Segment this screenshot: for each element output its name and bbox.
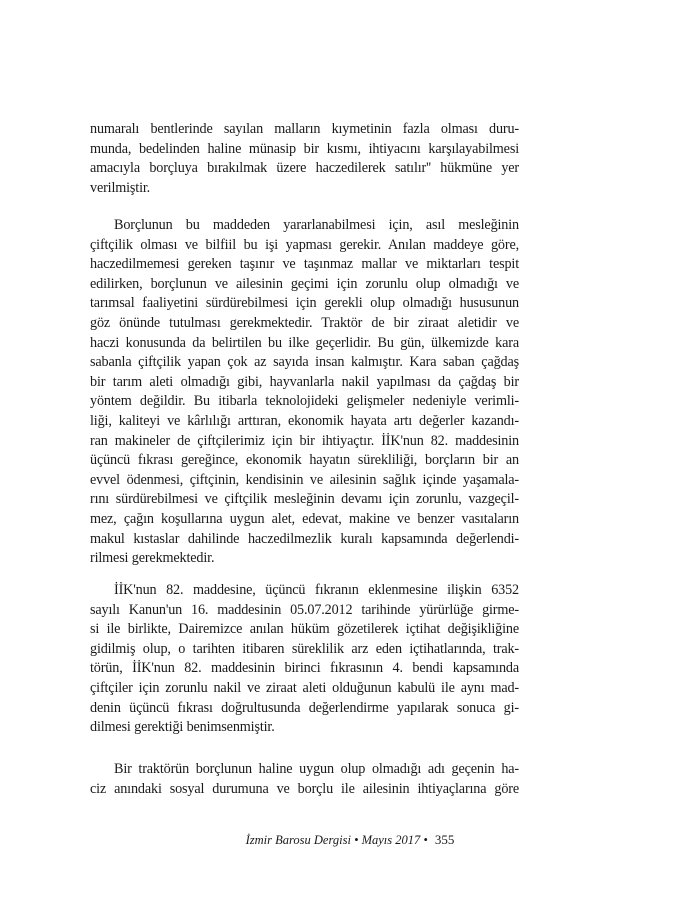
- text-line: munda, bedelinden haline münasip bir kısmı, ihtiyacını karşılayabilmesi: [90, 140, 519, 157]
- page-footer: [0, 832, 700, 848]
- text-line: edilirken, borçlunun ve ailesinin geçimi için zorunlu olup olmadığı ve: [90, 275, 519, 292]
- text-line: ran makineler de çiftçilerimiz için bir ihtiyaçtır. İİK'nun 82. maddesinin: [90, 432, 519, 449]
- text-line: denin üçüncü fıkrası doğrultusunda değerlendirme yapılarak sonuca gi-: [90, 699, 519, 716]
- text-line: çiftçilik olması ve bilfiil bu işi yapması gerekir. Anılan maddeye göre,: [90, 236, 519, 253]
- text-line: haczedilmemesi gereken taşınır ve taşınmaz mallar ve miktarları tespit: [90, 256, 519, 273]
- text-line: Borçlunun bu maddeden yararlanabilmesi için, asıl mesleğinin: [114, 217, 519, 233]
- text-line: si ile birlikte, Dairemizce anılan hüküm gözetilerek içtihat değişikliğine: [90, 621, 519, 638]
- text-line: göz önünde tutulması gerekmektedir. Traktör de bir ziraat aletidir ve: [90, 314, 519, 331]
- text-line: bir tarım aleti olmadığı gibi, hayvanlarla nakil yapılması da çağdaş bir: [90, 373, 519, 390]
- journal-title: İzmir Barosu Dergisi • Mayıs 2017 •: [245, 833, 428, 847]
- text-line: rını sürdürebilmesi ve çiftçilik mesleğinin devamı için zorunlu, vazgeçil-: [90, 491, 519, 508]
- text-line: haczi konusunda da belirtilen bu ilke geçerlidir. Bu gün, ülkemizde kara: [90, 334, 519, 351]
- text-line: İİK'nun 82. maddesine, üçüncü fıkranın eklenmesine ilişkin 6352: [114, 582, 519, 598]
- text-line: makul kıstaslar dahilinde haczedilmezlik kuralı kapsamında değerlendi-: [90, 530, 519, 547]
- text-line: sayılı Kanun'un 16. maddesinin 05.07.2012 tarihinde yürürlüğe girme-: [90, 601, 519, 618]
- text-line: Bir traktörün borçlunun haline uygun olup olmadığı adı geçenin ha-: [114, 761, 519, 777]
- text-line: dilmesi gerektiği benimsenmiştir.: [90, 719, 275, 736]
- text-line: gidilmiş olup, o tarihten itibaren süreklilik arz eden içtihatlarında, trak-: [90, 640, 519, 657]
- text-line: evvel ödenmesi, çiftçinin, kendisinin ve ailesinin sağlık içinde yaşamala-: [90, 471, 519, 488]
- text-line: liği, kaliteyi ve kârlılığı arttıran, ekonomik hayata artı değerler kazandı-: [90, 412, 519, 429]
- paragraph-1: [90, 120, 519, 198]
- text-line: mez, çağın koşullarına uygun alet, edevat, makine ve benzer vasıtaların: [90, 510, 519, 527]
- text-line: verilmiştir.: [90, 179, 151, 196]
- text-line: sabanla çiftçilik yapan çok az sayıda insan kalmıştır. Kara saban çağdaş: [90, 354, 519, 371]
- text-line: tarımsal faaliyetini sürdürebilmesi için gerekli olup olmadığı hususunun: [90, 295, 519, 312]
- text-line: amacıyla borçluya bırakılmak üzere haczedilerek satılır'' hükmüne yer: [90, 160, 519, 177]
- text-line: rilmesi gerekmektedir.: [90, 550, 215, 567]
- text-line: çiftçiler için zorunlu nakil ve ziraat aleti olduğunun kabulü ile aynı mad-: [90, 679, 519, 696]
- text-line: numaralı bentlerinde sayılan malların kıymetinin fazla olması duru-: [90, 121, 519, 137]
- text-line: ciz anındaki sosyal durumuna ve borçlu ile ailesinin ihtiyaçlarına göre: [90, 780, 519, 797]
- paragraph-4: [90, 760, 519, 799]
- text-line: üçüncü fıkrası gereğince, ekonomik hayatın sürekliliği, borçların bir an: [90, 452, 519, 469]
- text-line: törün, İİK'nun 82. maddesinin birinci fıkrasının 4. bendi kapsamında: [90, 660, 519, 677]
- paragraph-3: [90, 581, 519, 738]
- text-line: yöntem değildir. Bu itibarla teknolojideki gelişmeler nedeniyle verimli-: [90, 393, 519, 410]
- page-number: 355: [434, 832, 455, 847]
- paragraph-2: [90, 216, 519, 569]
